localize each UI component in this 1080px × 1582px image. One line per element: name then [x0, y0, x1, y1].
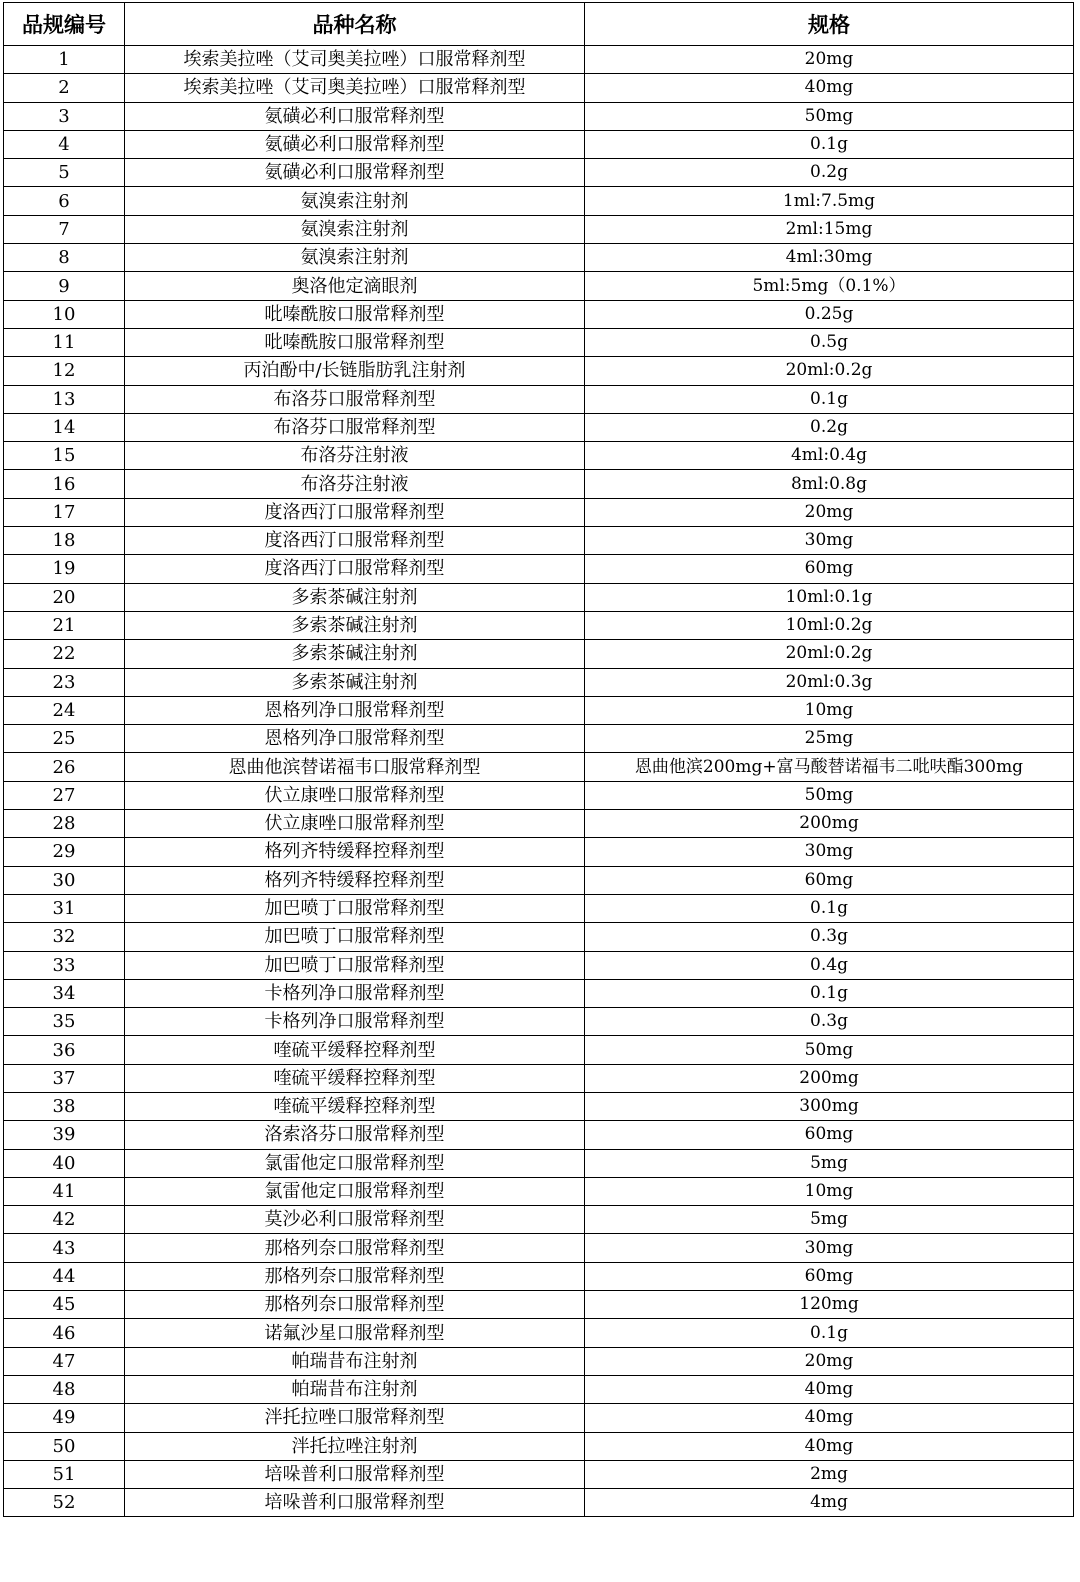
cell-number[interactable]: 26 — [4, 753, 125, 781]
cell-drug-name[interactable]: 氨溴索注射剂 — [125, 187, 585, 215]
table-row — [4, 1121, 1074, 1149]
cell-number[interactable]: 45 — [4, 1291, 125, 1319]
header-cell-number[interactable]: 品规编号 — [4, 3, 125, 46]
drug-spec-table — [3, 2, 1074, 1517]
cell-spec[interactable]: 40mg — [585, 1404, 1074, 1432]
cell-spec[interactable]: 5mg — [585, 1149, 1074, 1177]
cell-drug-name[interactable]: 伏立康唑口服常释剂型 — [125, 781, 585, 809]
cell-number[interactable]: 24 — [4, 696, 125, 724]
table-row — [4, 442, 1074, 470]
cell-number[interactable]: 50 — [4, 1432, 125, 1460]
cell-spec[interactable]: 40mg — [585, 1375, 1074, 1403]
cell-drug-name[interactable]: 氨磺必利口服常释剂型 — [125, 159, 585, 187]
table-row — [4, 328, 1074, 356]
cell-drug-name[interactable]: 吡嗪酰胺口服常释剂型 — [125, 328, 585, 356]
table-row — [4, 583, 1074, 611]
table-body — [4, 46, 1074, 1517]
table-row — [4, 1149, 1074, 1177]
cell-drug-name[interactable]: 加巴喷丁口服常释剂型 — [125, 923, 585, 951]
cell-number[interactable]: 1 — [4, 46, 125, 74]
cell-spec[interactable]: 10mg — [585, 1177, 1074, 1205]
cell-drug-name[interactable]: 伏立康唑口服常释剂型 — [125, 810, 585, 838]
cell-number[interactable]: 37 — [4, 1064, 125, 1092]
cell-number[interactable]: 20 — [4, 583, 125, 611]
cell-number[interactable]: 14 — [4, 413, 125, 441]
table-row — [4, 215, 1074, 243]
table-row — [4, 1177, 1074, 1205]
cell-spec[interactable]: 0.2g — [585, 413, 1074, 441]
cell-drug-name[interactable]: 布洛芬口服常释剂型 — [125, 385, 585, 413]
cell-number[interactable]: 38 — [4, 1092, 125, 1120]
cell-drug-name[interactable]: 多索茶碱注射剂 — [125, 611, 585, 639]
cell-spec[interactable]: 20ml:0.3g — [585, 668, 1074, 696]
table-row — [4, 696, 1074, 724]
cell-drug-name[interactable]: 氨溴索注射剂 — [125, 244, 585, 272]
cell-number[interactable]: 17 — [4, 498, 125, 526]
table-row — [4, 894, 1074, 922]
cell-drug-name[interactable]: 奥洛他定滴眼剂 — [125, 272, 585, 300]
table-row — [4, 357, 1074, 385]
table-row — [4, 668, 1074, 696]
cell-number[interactable]: 40 — [4, 1149, 125, 1177]
cell-spec[interactable]: 0.2g — [585, 159, 1074, 187]
cell-spec[interactable]: 0.5g — [585, 328, 1074, 356]
cell-drug-name[interactable]: 多索茶碱注射剂 — [125, 668, 585, 696]
cell-drug-name[interactable]: 莫沙必利口服常释剂型 — [125, 1206, 585, 1234]
cell-drug-name[interactable]: 卡格列净口服常释剂型 — [125, 1008, 585, 1036]
cell-drug-name[interactable]: 加巴喷丁口服常释剂型 — [125, 951, 585, 979]
table-row — [4, 74, 1074, 102]
cell-drug-name[interactable]: 帕瑞昔布注射剂 — [125, 1347, 585, 1375]
table-row — [4, 470, 1074, 498]
cell-spec[interactable]: 20mg — [585, 46, 1074, 74]
cell-spec[interactable]: 0.25g — [585, 300, 1074, 328]
cell-drug-name[interactable]: 氨磺必利口服常释剂型 — [125, 130, 585, 158]
cell-spec[interactable]: 60mg — [585, 555, 1074, 583]
cell-drug-name[interactable]: 培哚普利口服常释剂型 — [125, 1489, 585, 1517]
cell-drug-name[interactable]: 喹硫平缓释控释剂型 — [125, 1064, 585, 1092]
cell-drug-name[interactable]: 恩格列净口服常释剂型 — [125, 725, 585, 753]
cell-number[interactable]: 6 — [4, 187, 125, 215]
cell-spec[interactable]: 5mg — [585, 1206, 1074, 1234]
table-row — [4, 130, 1074, 158]
table-row — [4, 498, 1074, 526]
cell-spec[interactable]: 5ml:5mg（0.1%） — [585, 272, 1074, 300]
table-row — [4, 1234, 1074, 1262]
cell-drug-name[interactable]: 布洛芬口服常释剂型 — [125, 413, 585, 441]
cell-number[interactable]: 10 — [4, 300, 125, 328]
cell-number[interactable]: 25 — [4, 725, 125, 753]
table-row — [4, 1291, 1074, 1319]
cell-drug-name[interactable]: 丙泊酚中/长链脂肪乳注射剂 — [125, 357, 585, 385]
cell-drug-name[interactable]: 喹硫平缓释控释剂型 — [125, 1036, 585, 1064]
cell-spec[interactable]: 50mg — [585, 102, 1074, 130]
cell-spec[interactable]: 20ml:0.2g — [585, 640, 1074, 668]
header-row — [4, 3, 1074, 46]
table-row — [4, 1206, 1074, 1234]
cell-number[interactable]: 7 — [4, 215, 125, 243]
cell-spec[interactable]: 30mg — [585, 838, 1074, 866]
cell-number[interactable]: 33 — [4, 951, 125, 979]
cell-spec[interactable]: 50mg — [585, 781, 1074, 809]
table-row — [4, 1008, 1074, 1036]
cell-drug-name[interactable]: 氨溴索注射剂 — [125, 215, 585, 243]
cell-spec[interactable]: 0.4g — [585, 951, 1074, 979]
cell-spec[interactable]: 0.1g — [585, 1319, 1074, 1347]
cell-number[interactable]: 48 — [4, 1375, 125, 1403]
table-row — [4, 611, 1074, 639]
cell-drug-name[interactable]: 度洛西汀口服常释剂型 — [125, 498, 585, 526]
table-row — [4, 385, 1074, 413]
table-row — [4, 102, 1074, 130]
cell-number[interactable]: 52 — [4, 1489, 125, 1517]
table-row — [4, 1432, 1074, 1460]
cell-spec[interactable]: 恩曲他滨200mg+富马酸替诺福韦二吡呋酯300mg — [585, 753, 1074, 781]
cell-spec[interactable]: 300mg — [585, 1092, 1074, 1120]
cell-drug-name[interactable]: 氯雷他定口服常释剂型 — [125, 1177, 585, 1205]
cell-spec[interactable]: 0.3g — [585, 923, 1074, 951]
cell-drug-name[interactable]: 度洛西汀口服常释剂型 — [125, 555, 585, 583]
cell-drug-name[interactable]: 多索茶碱注射剂 — [125, 640, 585, 668]
cell-drug-name[interactable]: 度洛西汀口服常释剂型 — [125, 527, 585, 555]
table-row — [4, 244, 1074, 272]
cell-drug-name[interactable]: 布洛芬注射液 — [125, 442, 585, 470]
cell-spec[interactable]: 0.1g — [585, 979, 1074, 1007]
cell-number[interactable]: 16 — [4, 470, 125, 498]
table-row — [4, 866, 1074, 894]
cell-number[interactable]: 23 — [4, 668, 125, 696]
cell-number[interactable]: 44 — [4, 1262, 125, 1290]
cell-spec[interactable]: 200mg — [585, 810, 1074, 838]
cell-number[interactable]: 51 — [4, 1460, 125, 1488]
cell-drug-name[interactable]: 格列齐特缓释控释剂型 — [125, 838, 585, 866]
cell-number[interactable]: 27 — [4, 781, 125, 809]
header-cell-name[interactable]: 品种名称 — [125, 3, 585, 46]
cell-number[interactable]: 39 — [4, 1121, 125, 1149]
cell-drug-name[interactable]: 氯雷他定口服常释剂型 — [125, 1149, 585, 1177]
cell-spec[interactable]: 30mg — [585, 527, 1074, 555]
cell-spec[interactable]: 4ml:0.4g — [585, 442, 1074, 470]
cell-spec[interactable]: 2mg — [585, 1460, 1074, 1488]
table-row — [4, 1375, 1074, 1403]
cell-drug-name[interactable]: 那格列奈口服常释剂型 — [125, 1234, 585, 1262]
table-row — [4, 1404, 1074, 1432]
cell-spec[interactable]: 30mg — [585, 1234, 1074, 1262]
cell-drug-name[interactable]: 恩格列净口服常释剂型 — [125, 696, 585, 724]
table-row — [4, 1319, 1074, 1347]
table-row — [4, 1064, 1074, 1092]
cell-number[interactable]: 21 — [4, 611, 125, 639]
cell-spec[interactable]: 50mg — [585, 1036, 1074, 1064]
table-header — [4, 3, 1074, 46]
cell-spec[interactable]: 120mg — [585, 1291, 1074, 1319]
cell-drug-name[interactable]: 布洛芬注射液 — [125, 470, 585, 498]
cell-spec[interactable]: 20mg — [585, 1347, 1074, 1375]
table-row — [4, 923, 1074, 951]
cell-spec[interactable]: 20ml:0.2g — [585, 357, 1074, 385]
cell-spec[interactable]: 20mg — [585, 498, 1074, 526]
cell-number[interactable]: 22 — [4, 640, 125, 668]
cell-drug-name[interactable]: 埃索美拉唑（艾司奥美拉唑）口服常释剂型 — [125, 46, 585, 74]
cell-number[interactable]: 42 — [4, 1206, 125, 1234]
cell-number[interactable]: 19 — [4, 555, 125, 583]
table-row — [4, 187, 1074, 215]
table-row — [4, 1489, 1074, 1517]
cell-spec[interactable]: 60mg — [585, 866, 1074, 894]
cell-number[interactable]: 35 — [4, 1008, 125, 1036]
table-row — [4, 781, 1074, 809]
cell-drug-name[interactable]: 帕瑞昔布注射剂 — [125, 1375, 585, 1403]
cell-number[interactable]: 30 — [4, 866, 125, 894]
cell-drug-name[interactable]: 多索茶碱注射剂 — [125, 583, 585, 611]
cell-spec[interactable]: 60mg — [585, 1121, 1074, 1149]
cell-spec[interactable]: 1ml:7.5mg — [585, 187, 1074, 215]
cell-spec[interactable]: 0.1g — [585, 385, 1074, 413]
cell-drug-name[interactable]: 喹硫平缓释控释剂型 — [125, 1092, 585, 1120]
table-row — [4, 753, 1074, 781]
cell-number[interactable]: 31 — [4, 894, 125, 922]
table-row — [4, 1036, 1074, 1064]
cell-number[interactable]: 12 — [4, 357, 125, 385]
cell-drug-name[interactable]: 那格列奈口服常释剂型 — [125, 1291, 585, 1319]
cell-drug-name[interactable]: 格列齐特缓释控释剂型 — [125, 866, 585, 894]
table-row — [4, 527, 1074, 555]
cell-drug-name[interactable]: 洛索洛芬口服常释剂型 — [125, 1121, 585, 1149]
cell-drug-name[interactable]: 吡嗪酰胺口服常释剂型 — [125, 300, 585, 328]
cell-spec[interactable]: 10mg — [585, 696, 1074, 724]
cell-number[interactable]: 2 — [4, 74, 125, 102]
cell-number[interactable]: 34 — [4, 979, 125, 1007]
cell-spec[interactable]: 0.1g — [585, 894, 1074, 922]
table-row — [4, 1460, 1074, 1488]
table-row — [4, 159, 1074, 187]
cell-number[interactable]: 15 — [4, 442, 125, 470]
cell-number[interactable]: 43 — [4, 1234, 125, 1262]
cell-drug-name[interactable]: 泮托拉唑注射剂 — [125, 1432, 585, 1460]
table-row — [4, 640, 1074, 668]
cell-spec[interactable]: 200mg — [585, 1064, 1074, 1092]
cell-number[interactable]: 47 — [4, 1347, 125, 1375]
cell-spec[interactable]: 0.3g — [585, 1008, 1074, 1036]
cell-spec[interactable]: 8ml:0.8g — [585, 470, 1074, 498]
table-row — [4, 810, 1074, 838]
cell-number[interactable]: 41 — [4, 1177, 125, 1205]
table-row — [4, 413, 1074, 441]
cell-number[interactable]: 3 — [4, 102, 125, 130]
cell-drug-name[interactable]: 泮托拉唑口服常释剂型 — [125, 1404, 585, 1432]
cell-number[interactable]: 11 — [4, 328, 125, 356]
cell-number[interactable]: 46 — [4, 1319, 125, 1347]
table-row — [4, 555, 1074, 583]
cell-drug-name[interactable]: 诺氟沙星口服常释剂型 — [125, 1319, 585, 1347]
cell-spec[interactable]: 10ml:0.1g — [585, 583, 1074, 611]
cell-number[interactable]: 49 — [4, 1404, 125, 1432]
cell-number[interactable]: 13 — [4, 385, 125, 413]
cell-number[interactable]: 9 — [4, 272, 125, 300]
cell-spec[interactable]: 40mg — [585, 74, 1074, 102]
cell-number[interactable]: 36 — [4, 1036, 125, 1064]
table-row — [4, 725, 1074, 753]
cell-number[interactable]: 5 — [4, 159, 125, 187]
cell-spec[interactable]: 0.1g — [585, 130, 1074, 158]
cell-number[interactable]: 8 — [4, 244, 125, 272]
cell-drug-name[interactable]: 卡格列净口服常释剂型 — [125, 979, 585, 1007]
cell-number[interactable]: 28 — [4, 810, 125, 838]
table-row — [4, 300, 1074, 328]
table-row — [4, 951, 1074, 979]
table-row — [4, 838, 1074, 866]
cell-drug-name[interactable]: 氨磺必利口服常释剂型 — [125, 102, 585, 130]
table-row — [4, 1262, 1074, 1290]
cell-drug-name[interactable]: 培哚普利口服常释剂型 — [125, 1460, 585, 1488]
cell-spec[interactable]: 60mg — [585, 1262, 1074, 1290]
cell-drug-name[interactable]: 加巴喷丁口服常释剂型 — [125, 894, 585, 922]
table-row — [4, 1092, 1074, 1120]
cell-spec[interactable]: 40mg — [585, 1432, 1074, 1460]
cell-spec[interactable]: 2ml:15mg — [585, 215, 1074, 243]
cell-drug-name[interactable]: 那格列奈口服常释剂型 — [125, 1262, 585, 1290]
table-row — [4, 272, 1074, 300]
cell-drug-name[interactable]: 恩曲他滨替诺福韦口服常释剂型 — [125, 753, 585, 781]
header-cell-spec[interactable]: 规格 — [585, 3, 1074, 46]
table-row — [4, 1347, 1074, 1375]
cell-spec[interactable]: 4mg — [585, 1489, 1074, 1517]
cell-drug-name[interactable]: 埃索美拉唑（艾司奥美拉唑）口服常释剂型 — [125, 74, 585, 102]
cell-number[interactable]: 4 — [4, 130, 125, 158]
cell-number[interactable]: 32 — [4, 923, 125, 951]
cell-spec[interactable]: 10ml:0.2g — [585, 611, 1074, 639]
table-row — [4, 979, 1074, 1007]
cell-number[interactable]: 29 — [4, 838, 125, 866]
table-row — [4, 46, 1074, 74]
cell-number[interactable]: 18 — [4, 527, 125, 555]
cell-spec[interactable]: 25mg — [585, 725, 1074, 753]
cell-spec[interactable]: 4ml:30mg — [585, 244, 1074, 272]
